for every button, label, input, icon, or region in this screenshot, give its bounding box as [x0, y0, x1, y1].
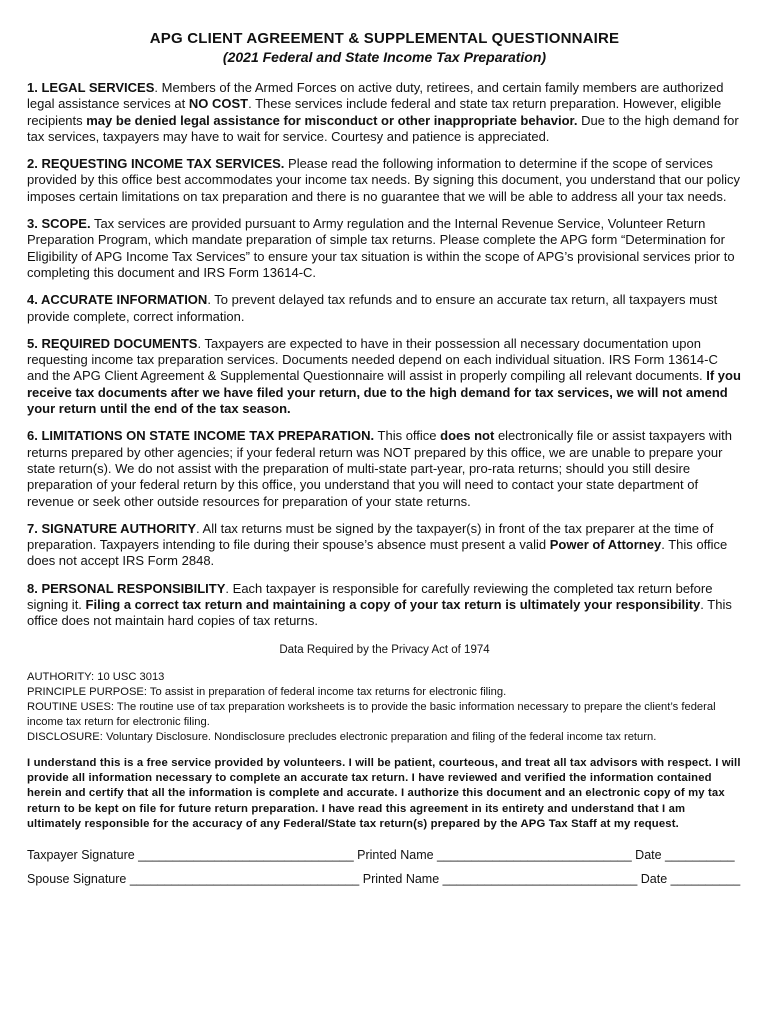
privacy-routine-uses: ROUTINE USES: The routine use of tax preparation worksheets is to provide the basic information necessary to prepare the client’s federal income tax return for electronic filing.	[27, 700, 716, 728]
privacy-purpose: PRINCIPLE PURPOSE: To assist in preparation of federal income tax returns for electronic filing.	[27, 685, 507, 698]
section-heading: 3. SCOPE.	[27, 216, 91, 232]
privacy-act-block	[27, 670, 742, 745]
section-heading: 5. REQUIRED DOCUMENTS	[27, 335, 198, 351]
spouse-signature-line[interactable]: Spouse Signature _________________________________ Printed Name ____________________________ Date __________	[27, 871, 741, 886]
spouse-signature-row[interactable]	[27, 871, 742, 887]
privacy-disclosure: DISCLOSURE: Voluntary Disclosure. Nondisclosure precludes electronic preparation and filing of the federal income tax return.	[27, 730, 657, 743]
section-legal-services: 1. LEGAL SERVICES. Members of the Armed Forces on active duty, retirees, and certain family members are authorized legal assistance services at NO COST. These services include federal and state tax return preparation. However, eligible recipients may be denied legal assistance for misconduct or other inappropriate behavior. Due to the high demand for tax services, taxpayers may have to wait for service. Courtesy and patience is appreciated.	[27, 80, 739, 144]
privacy-act-title: Data Required by the Privacy Act of 1974	[279, 643, 490, 656]
document-title: APG CLIENT AGREEMENT & SUPPLEMENTAL QUESTIONNAIRE	[149, 30, 620, 47]
taxpayer-signature-line[interactable]: Taxpayer Signature _______________________________ Printed Name ____________________________ Date __________	[27, 847, 735, 862]
section-heading: 2. REQUESTING INCOME TAX SERVICES.	[27, 156, 285, 172]
document-subtitle: (2021 Federal and State Income Tax Preparation)	[222, 49, 547, 65]
privacy-authority: AUTHORITY: 10 USC 3013	[27, 670, 165, 683]
section-requesting-services: 2. REQUESTING INCOME TAX SERVICES. Please read the following information to determine if the scope of services provided by this office best accommodates your income tax needs. By signing this document, you understand that our policy imposes certain limitations on tax preparation and there is no guarantee that we will be able to address all your tax needs.	[27, 156, 740, 204]
section-personal-responsibility: 8. PERSONAL RESPONSIBILITY. Each taxpayer is responsible for carefully reviewing the completed tax return before signing it. Filing a correct tax return and maintaining a copy of your tax return is ultimately your responsibility. This office does not maintain hard copies of tax returns.	[27, 580, 732, 629]
section-signature-authority: 7. SIGNATURE AUTHORITY. All tax returns must be signed by the taxpayer(s) in front of the tax preparer at the time of preparation. Taxpayers intending to file during their spouse’s absence must present a valid Power of Attorney. This office does not accept IRS Form 2848.	[27, 520, 728, 569]
section-required-documents: 5. REQUIRED DOCUMENTS. Taxpayers are expected to have in their possession all necessary documentation upon requesting income tax preparation services. Documents needed depend on each individual situation. IRS Form 13614-C and the APG Client Agreement & Supplemental Questionnaire will assist in properly compiling all relevant documents. If you receive tax documents after we have filed your return, due to the high demand for tax services, we will not amend your return until the end of the tax season.	[27, 335, 741, 417]
section-heading: 6. LIMITATIONS ON STATE INCOME TAX PREPARATION.	[27, 428, 375, 444]
section-heading: 4. ACCURATE INFORMATION	[27, 292, 208, 308]
taxpayer-signature-row[interactable]	[27, 847, 742, 863]
section-accurate-information: 4. ACCURATE INFORMATION. To prevent delayed tax refunds and to ensure an accurate tax return, all taxpayers must provide complete, correct information.	[27, 292, 718, 324]
section-heading: 8. PERSONAL RESPONSIBILITY	[27, 580, 226, 596]
section-heading: 1. LEGAL SERVICES	[27, 80, 155, 95]
section-state-limitations: 6. LIMITATIONS ON STATE INCOME TAX PREPARATION. This office does not electronically file or assist taxpayers with returns prepared by other agencies; if your federal return was NOT prepared by this office, we are unable to prepare your state return(s). We do not assist with the preparation of multi-state part-year, pro-rata returns; should you still desire preparation of your federal return by this office, you understand that you will need to contact your state department of revenue or seek other outside resources for preparation of your state returns.	[27, 428, 733, 509]
acknowledgement-statement: I understand this is a free service provided by volunteers. I will be patient, courteous, and treat all tax advisors with respect. I will provide all information necessary to complete an accurate tax return. I have reviewed and verified the information contained herein and certify that all the information is complete and accurate. I authorize this document and an electronic copy of my tax return to be kept on file for future return preparation. I have read this agreement in its entirety and understand that I am ultimately responsible for the accuracy of any Federal/State tax return(s) prepared by the APG Tax Staff at my request.	[27, 756, 741, 831]
section-scope: 3. SCOPE. Tax services are provided pursuant to Army regulation and the Internal Revenue Service, Volunteer Return Preparation Program, which mandate preparation of simple tax returns. Please complete the APG form “Determination for Eligibility of APG Income Tax Services” to ensure your tax situation is within the scope of APG’s provisional services prior to completing this document and IRS Form 13614-C.	[27, 216, 735, 280]
section-heading: 7. SIGNATURE AUTHORITY	[27, 520, 197, 536]
